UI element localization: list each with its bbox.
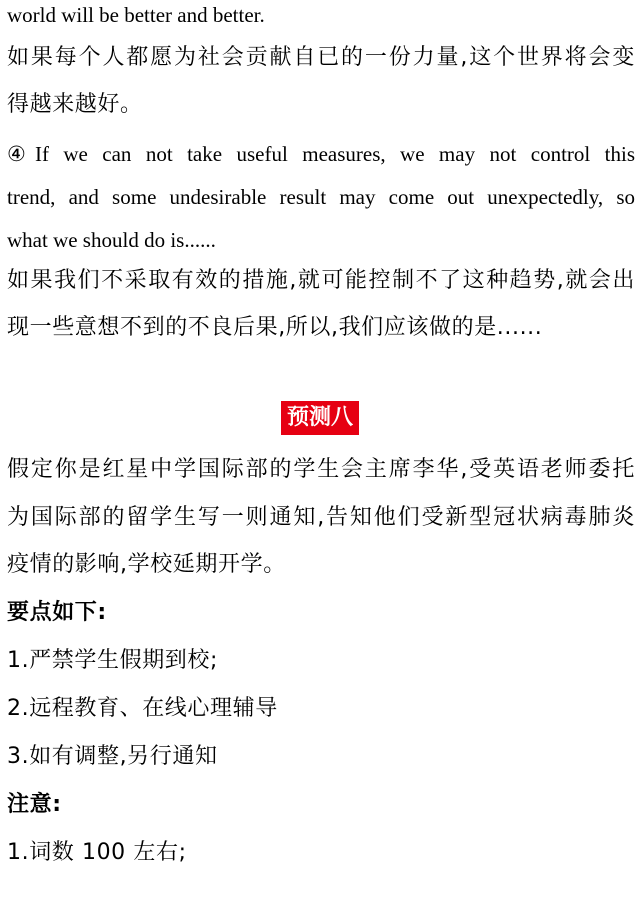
english-text-line: ④If we can not take useful measures, we may not control this: [7, 142, 635, 166]
key-point-item: 3.如有调整,另行通知: [7, 744, 218, 769]
key-point-item: 1.严禁学生假期到校;: [7, 648, 219, 673]
key-point-item: 2.远程教育、在线心理辅导: [7, 696, 278, 721]
note-item: 1.词数 100 左右;: [7, 840, 187, 865]
english-text-line: world will be better and better.: [7, 3, 265, 27]
key-points-heading: 要点如下:: [7, 600, 107, 625]
task-description-line: 为国际部的留学生写一则通知,告知他们受新型冠状病毒肺炎: [7, 505, 635, 530]
section-title: 预测八: [281, 401, 359, 435]
english-text-line: what we should do is......: [7, 228, 216, 252]
chinese-translation-line: 现一些意想不到的不良后果,所以,我们应该做的是......: [7, 315, 543, 340]
task-description-line: 假定你是红星中学国际部的学生会主席李华,受英语老师委托: [7, 457, 635, 482]
section-title-container: [0, 401, 640, 435]
english-text-line: trend, and some undesirable result may come out unexpectedly, so: [7, 185, 635, 209]
chinese-translation-line: 得越来越好。: [7, 92, 143, 117]
task-description-line: 疫情的影响,学校延期开学。: [7, 552, 286, 577]
chinese-translation-line: 如果我们不采取有效的措施,就可能控制不了这种趋势,就会出: [7, 268, 635, 293]
chinese-translation-line: 如果每个人都愿为社会贡献自已的一份力量,这个世界将会变: [7, 45, 635, 70]
notes-heading: 注意:: [7, 792, 62, 817]
